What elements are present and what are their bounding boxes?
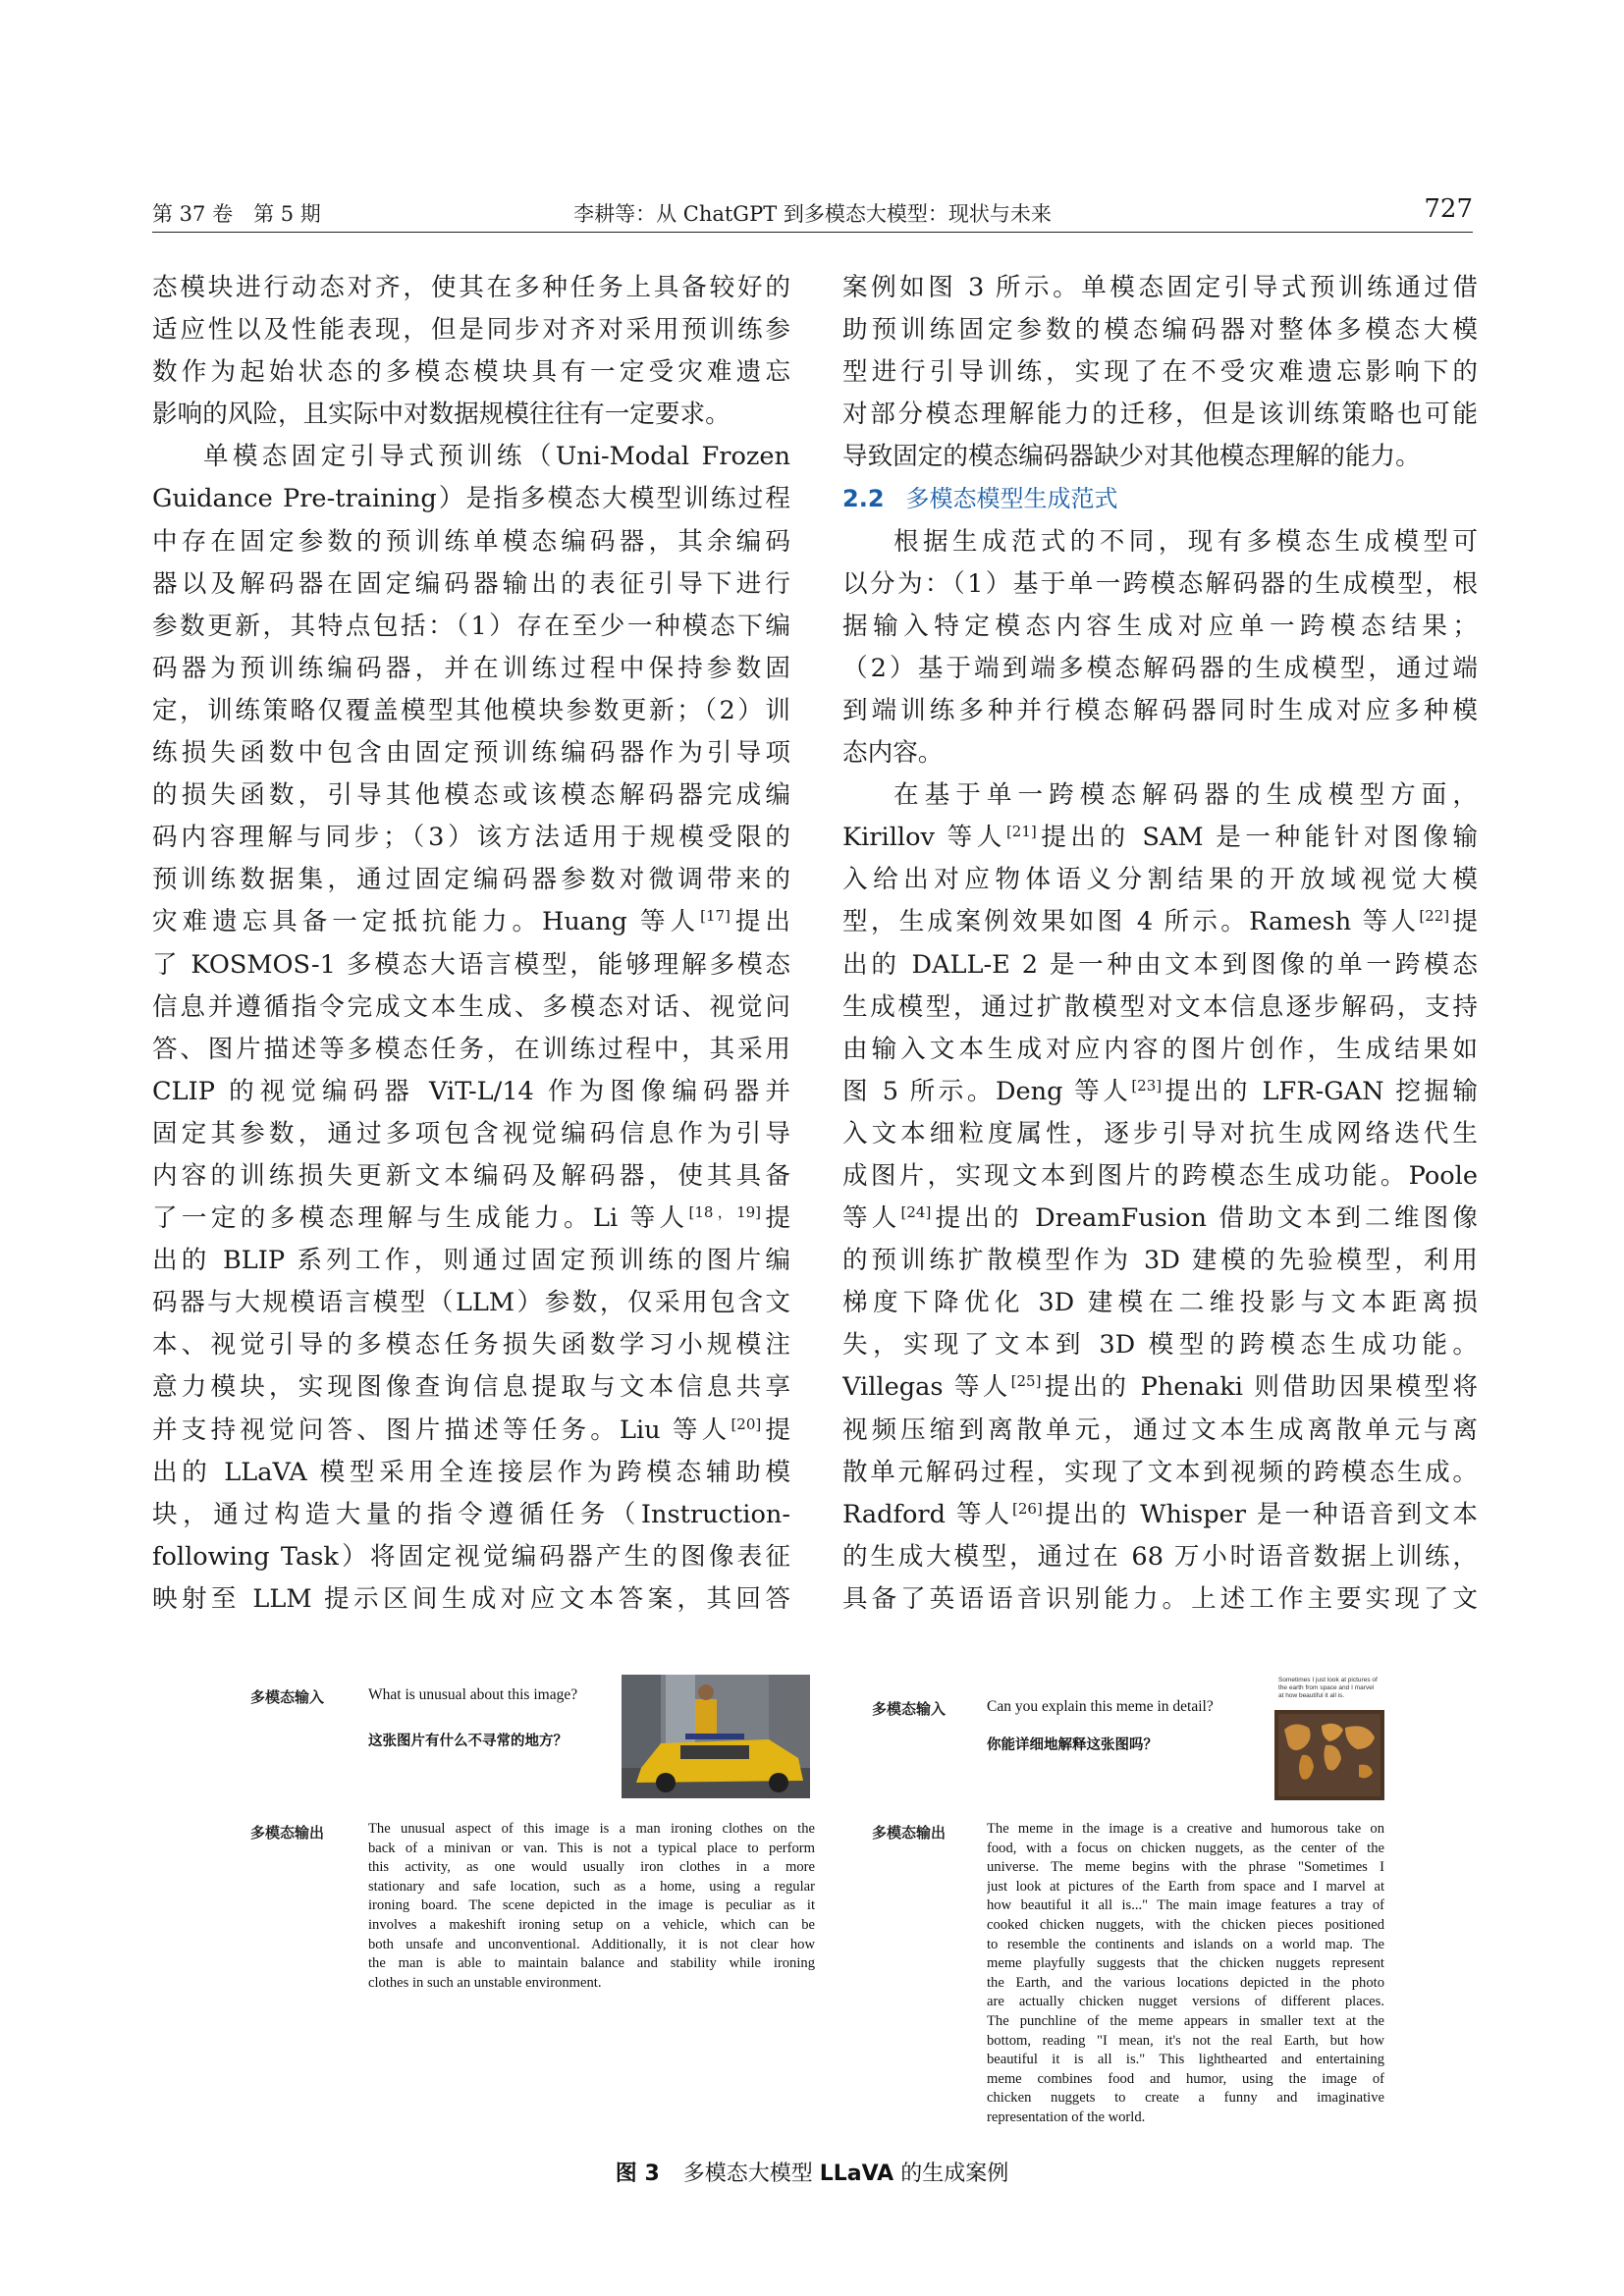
fig-output-label-right: 多模态输出 [872,1824,947,1842]
text-line [842,394,1478,436]
fig-input-label-right: 多模态输入 [872,1700,947,1718]
text-run: 码器与大规模语言模型（LLM）参数，仅采用包含文 [152,1288,790,1318]
text-line [152,1452,790,1494]
text-run: 信息并遵循指令完成文本生成、多模态对话、视觉问 [152,991,790,1022]
text-run: 以分为：（1）基于单一跨模态解码器的生成模型，根 [842,568,1478,599]
text-run: 器以及解码器在固定编码器输出的表征引导下进行 [152,568,790,599]
text-run: 型，生成案例效果如图 4 所示。Ramesh 等人 [842,907,1420,937]
text-line [152,859,790,901]
text-run: 码器为预训练编码器，并在训练过程中保持参数固 [152,653,790,683]
answer-line: ironing board. The scene depicted in the image is peculiar as it [368,1897,815,1914]
fig-question-en-right: Can you explain this meme in detail? [987,1698,1214,1715]
text-run: 答、图片描述等多模态任务，在训练过程中，其采用 [152,1034,790,1064]
text-line [152,351,790,394]
citation-ref: [21] [1005,823,1037,841]
right-text-column [842,267,1478,1621]
text-run: （2）基于端到端多模态解码器的生成模型，通过端 [842,653,1478,683]
text-line [842,1494,1478,1536]
text-line [152,563,790,606]
section-number: 2.2 [842,485,885,513]
text-run: 由输入文本生成对应内容的图片创作，生成结果如 [842,1034,1478,1064]
answer-line: The unusual aspect of this image is a man ironing clothes on the [368,1821,815,1837]
answer-line: meme playfully suggests that the chicken nuggets represent [987,1955,1384,1972]
text-run: 视频压缩到离散单元，通过文本生成离散单元与离 [842,1415,1478,1445]
text-line [842,1452,1478,1494]
citation-ref: [18，19] [688,1203,762,1222]
answer-line: universe. The meme begins with the phrase "Sometimes I [987,1859,1384,1876]
text-line [842,1410,1478,1452]
text-run: 的生成大模型，通过在 68 万小时语音数据上训练， [842,1541,1478,1572]
text-run: 块，通过构造大量的指令遵循任务（Instruction- [152,1499,790,1529]
ironing-man-photo [622,1675,810,1798]
text-run: 案例如图 3 所示。单模态固定引导式预训练通过借 [842,273,1478,302]
text-run: 练损失函数中包含由固定预训练编码器作为引导项 [152,738,790,769]
text-run: 适应性以及性能表现，但是同步对齐对采用预训练参 [152,315,790,346]
text-line [842,1578,1478,1621]
text-line [842,309,1478,351]
text-run: 提出的 LFR-GAN 挖掘输 [1162,1076,1478,1106]
text-run: 助预训练固定参数的模态编码器对整体多模态大模 [842,315,1478,346]
citation-ref: [25] [1010,1372,1042,1391]
ironing-photo-icon [622,1675,810,1798]
answer-line: bottom, reading "I mean, it's not the real Earth, but how [987,2032,1384,2049]
section-title: 多模态模型生成范式 [905,485,1118,513]
page-number: 727 [1424,194,1473,224]
fig-question-en-left: What is unusual about this image? [368,1686,578,1703]
answer-line: involves a makeshift ironing setup on a vehicle, which can be [368,1916,815,1933]
text-line [842,817,1478,859]
answer-line: The punchline of the meme appears in smaller text at the [987,2012,1384,2029]
text-line [842,436,1478,478]
text-run: 参数更新，其特点包括：（1）存在至少一种模态下编 [152,611,790,641]
citation-ref: [24] [900,1203,932,1222]
text-run: Villegas 等人 [842,1372,1011,1403]
text-run: 根据生成范式的不同，现有多模态生成模型可 [893,526,1478,557]
citation-ref: [22] [1419,907,1450,926]
text-line [152,690,790,732]
text-line [842,901,1478,943]
text-run: 预训练数据集，通过固定编码器参数对微调带来的 [152,865,790,895]
text-run: 灾难遗忘具备一定抵抗能力。Huang 等人 [152,907,701,937]
answer-line: cooked chicken nuggets, with the chicken pieces positioned [987,1916,1384,1933]
answer-line: are actually chicken nugget versions of different places. [987,1994,1384,2010]
answer-line: this activity, as one would usually iron clothes in a more [368,1859,815,1876]
text-line [152,436,790,478]
text-line [152,1071,790,1113]
text-run: 意力模块，实现图像查询信息提取与文本信息共享 [152,1372,790,1403]
text-line [842,1198,1478,1240]
meme-caption-text: Sometimes I just look at pictures of the earth from space and I marvel at how beautiful it all is. [1278,1677,1378,1699]
caption-text-pre: 多模态大模型 [682,2162,820,2186]
text-line [152,309,790,351]
text-line [152,1578,790,1621]
text-run: 提出的 DreamFusion 借助文本到二维图像 [931,1203,1478,1234]
citation-ref: [20] [731,1415,762,1433]
text-line [152,1113,790,1155]
text-line [842,648,1478,690]
text-run: following Task）将固定视觉编码器产生的图像表征 [152,1541,790,1572]
text-run: 提出的 Phenaki 则借助因果模型将 [1041,1372,1478,1403]
text-run: 了一定的多模态理解与生成能力。Li 等人 [152,1203,689,1234]
fig-question-cn-left: 这张图片有什么不寻常的地方？ [368,1734,568,1749]
answer-line: The meme in the image is a creative and humorous take on [987,1821,1384,1837]
text-line [152,901,790,943]
text-run: 入文本细粒度属性，逐步引导对抗生成网络迭代生 [842,1118,1478,1148]
text-run: 图 5 所示。Deng 等人 [842,1076,1132,1106]
text-line [152,1155,790,1198]
text-line [152,1282,790,1324]
text-run: 的损失函数，引导其他模态或该模态解码器完成编 [152,780,790,811]
answer-line: back of a minivan or van. This is not a typical place to perform [368,1840,815,1856]
answer-line: to resemble the continents and islands on a world map. The [987,1936,1384,1952]
citation-ref: [17] [700,907,731,926]
text-line [842,351,1478,394]
answer-line: the Earth, and the various locations depicted in the photo [987,1974,1384,1991]
figure-number: 图 3 [615,2162,660,2186]
text-run: 数作为起始状态的多模态模块具有一定受灾难遗忘 [152,357,790,388]
text-line [152,1240,790,1282]
text-run: 对部分模态理解能力的迁移，但是该训练策略也可能 [842,400,1478,430]
answer-line: clothes in such an unstable environment. [368,1974,602,1991]
answer-line: stationary and safe location, such as a home, using a regular [368,1878,815,1895]
text-line [152,1366,790,1409]
text-run: 定，训练策略仅覆盖模型其他模块参数更新；（2）训 [152,695,790,725]
left-text-column [152,267,790,1621]
text-run: 提 [761,1203,790,1234]
text-run: 影响的风险，且实际中对数据规模往往有一定要求。 [152,400,731,430]
chicken-nugget-meme-image [1274,1675,1384,1800]
text-run: 型进行引导训练，实现了在不受灾难遗忘影响下的 [842,357,1478,388]
text-line [152,478,790,520]
text-line [152,1536,790,1578]
fig-question-cn-right: 你能详细地解释这张图吗？ [987,1737,1158,1753]
answer-line: how beautiful it all is..." The main image features a tray of [987,1897,1384,1914]
figure-caption [0,2157,1624,2187]
citation-ref: [23] [1131,1076,1163,1095]
text-line [842,1155,1478,1198]
text-line [842,1240,1478,1282]
text-run: 出的 BLIP 系列工作，则通过固定预训练的图片编 [152,1246,790,1276]
text-run: 提出的 Whisper 是一种语音到文本 [1042,1499,1478,1529]
running-title: 李耕等：从 ChatGPT 到多模态大模型：现状与未来 [573,202,1052,226]
text-line [842,1324,1478,1366]
text-line [152,1198,790,1240]
answer-line: beautiful it is all is." This lighthearted and entertaining [987,2052,1384,2068]
text-run: CLIP 的视觉编码器 ViT-L/14 作为图像编码器并 [152,1076,790,1106]
text-run: 提 [761,1415,790,1445]
text-run: 并支持视觉问答、图片描述等任务。Liu 等人 [152,1415,731,1445]
text-run: 映射至 LLM 提示区间生成对应文本答案，其回答 [152,1583,790,1614]
answer-line: chicken nuggets to create a funny and imaginative [987,2090,1384,2107]
header-rule [152,232,1473,233]
text-line [842,859,1478,901]
page-header [152,194,1473,230]
caption-model-name: LLaVA [819,2162,894,2186]
text-run: 了 KOSMOS-1 多模态大语言模型，能够理解多模态 [152,949,790,980]
text-run: 失，实现了文本到 3D 模型的跨模态生成功能。 [842,1330,1478,1361]
text-line [152,1494,790,1536]
text-run: 在基于单一跨模态解码器的生成模型方面， [893,780,1478,811]
text-run: 梯度下降优化 3D 建模在二维投影与文本距离损 [842,1288,1478,1318]
text-line [842,690,1478,732]
text-run: 的预训练扩散模型作为 3D 建模的先验模型，利用 [842,1246,1478,1276]
text-run: 提出 [730,907,790,937]
text-line [842,987,1478,1029]
text-line [842,774,1478,817]
text-run: 等人 [842,1203,901,1234]
text-line [842,732,1478,774]
text-run: 散单元解码过程，实现了文本到视频的跨模态生成。 [842,1457,1478,1487]
text-line [152,521,790,563]
text-run: 具备了英语语音识别能力。上述工作主要实现了文 [842,1583,1478,1614]
text-run: 本、视觉引导的多模态任务损失函数学习小规模注 [152,1330,790,1361]
text-line [152,987,790,1029]
text-line [842,1366,1478,1409]
text-line [152,774,790,817]
text-run: 生成模型，通过扩散模型对文本信息逐步解码，支持 [842,991,1478,1022]
text-line [842,1029,1478,1071]
text-run: 据输入特定模态内容生成对应单一跨模态结果； [842,611,1478,641]
text-run: Radford 等人 [842,1499,1012,1529]
text-line [152,944,790,987]
text-line [152,648,790,690]
answer-line: both unsafe and unconventional. Additionally, it is not clear how [368,1936,815,1952]
fig-output-label-left: 多模态输出 [250,1824,325,1842]
text-run: 入给出对应物体语义分割结果的开放域视觉大模 [842,865,1478,895]
text-line [152,606,790,648]
answer-line: just look at pictures of the Earth from space and I marvel at [987,1878,1384,1895]
fig-answer-left [368,1820,815,1993]
text-run: 固定其参数，通过多项包含视觉编码信息作为引导 [152,1118,790,1148]
text-line [152,1410,790,1452]
text-line [842,1282,1478,1324]
text-run: 成图片，实现文本到图片的跨模态生成功能。Poole [842,1160,1478,1191]
text-run: 单模态固定引导式预训练（Uni-Modal Frozen [203,442,790,472]
text-run: 到端训练多种并行模态解码器同时生成对应多种模 [842,695,1478,725]
journal-volume-issue: 第 37 卷 第 5 期 [152,202,321,226]
caption-text-post: 的生成案例 [893,2162,1009,2186]
text-line [842,1071,1478,1113]
text-run: 提出的 SAM 是一种能针对图像输 [1036,823,1478,853]
text-run: Guidance Pre-training）是指多模态大模型训练过程 [152,484,790,514]
text-line [842,563,1478,606]
answer-line: food, with a focus on chicken nuggets, as the center of the [987,1840,1384,1856]
answer-line: representation of the world. [987,2109,1146,2125]
text-line [152,732,790,774]
text-run: 出的 LLaVA 模型采用全连接层作为跨模态辅助模 [152,1457,790,1487]
text-line [842,267,1478,309]
text-line [152,394,790,436]
text-line [152,817,790,859]
text-run: 导致固定的模态编码器缺少对其他模态理解的能力。 [842,442,1421,472]
text-run: Kirillov 等人 [842,823,1006,853]
text-run: 态模块进行动态对齐，使其在多种任务上具备较好的 [152,273,790,302]
text-line [842,521,1478,563]
text-run: 态内容。 [842,738,944,769]
text-line [842,606,1478,648]
text-run: 出的 DALL-E 2 是一种由文本到图像的单一跨模态 [842,949,1478,980]
text-line [842,1113,1478,1155]
citation-ref: [26] [1011,1499,1043,1518]
text-line [842,1536,1478,1578]
text-run: 提 [1449,907,1478,937]
answer-line: meme combines food and humor, using the image of [987,2070,1384,2087]
text-line [152,1029,790,1071]
nugget-world-map-icon [1274,1710,1384,1800]
text-line [842,944,1478,987]
text-run: 中存在固定参数的预训练单模态编码器，其余编码 [152,526,790,557]
section-heading [842,478,1478,520]
text-line [152,267,790,309]
text-run: 码内容理解与同步；（3）该方法适用于规模受限的 [152,823,790,853]
text-line [152,1324,790,1366]
fig-answer-right [987,1820,1384,2128]
text-run: 内容的训练损失更新文本编码及解码器，使其具备 [152,1160,790,1191]
answer-line: the man is able to maintain balance and stability while ironing [368,1955,815,1972]
fig-input-label-left: 多模态输入 [250,1688,325,1706]
